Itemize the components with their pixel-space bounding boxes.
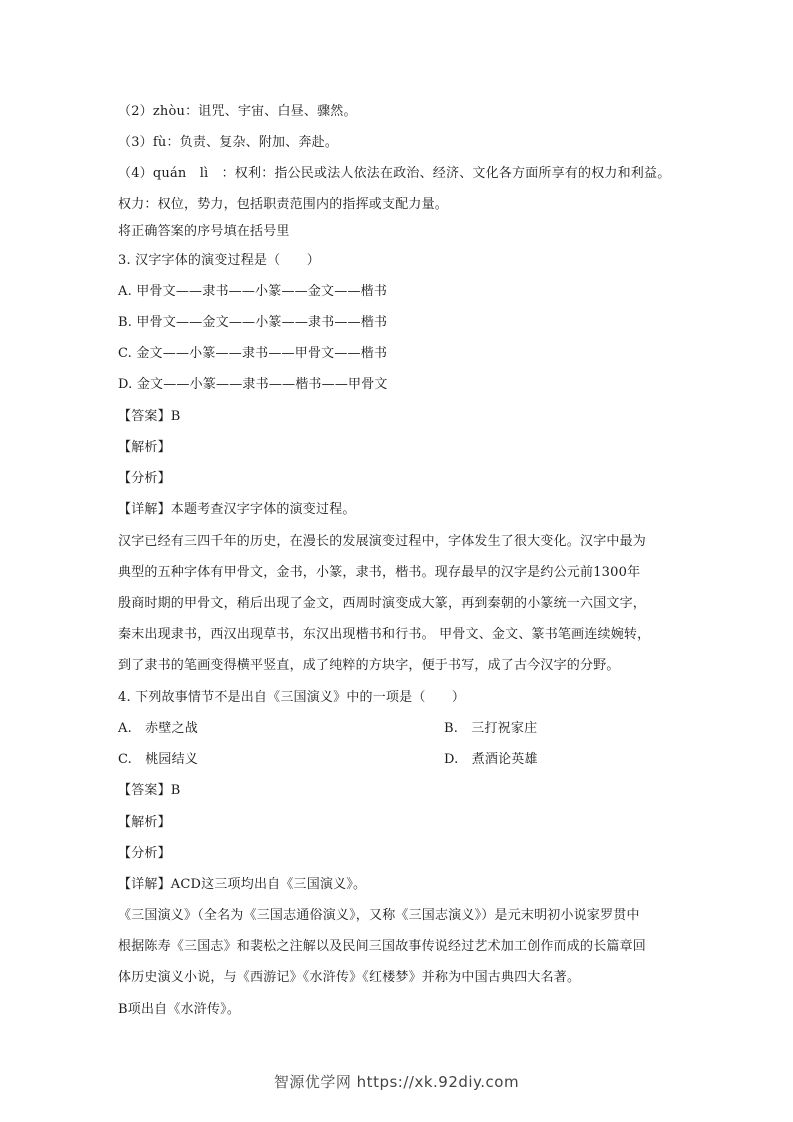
question-3-explanation-line: 到了隶书的笔画变得横平竖直，成了纯粹的方块字，便于书写，成了古今汉字的分野。: [118, 658, 620, 673]
prev-item-3: （3）fù：负责、复杂、附加、奔赴。: [118, 135, 339, 150]
question-4-answer: 【答案】B: [118, 783, 181, 798]
question-4-option-c: C. 桃园结义: [118, 752, 199, 767]
question-3-option-d: D. 金文——小篆——隶书——楷书——甲骨文: [118, 377, 388, 392]
question-3-fenxi-heading: 【分析】: [118, 471, 171, 486]
footer-watermark: 智源优学网 https://xk.92diy.com: [273, 1073, 520, 1091]
question-3-option-a: A. 甲骨文——隶书——小篆——金文——楷书: [118, 284, 388, 299]
question-4-explanation-line: 体历史演义小说，与《西游记》《水浒传》《红楼梦》并称为中国古典四大名著。: [118, 970, 581, 985]
question-3-option-c: C. 金文——小篆——隶书——甲骨文——楷书: [118, 346, 388, 361]
question-3-explanation-line: 殷商时期的甲骨文，稍后出现了金文，西周时演变成大篆，再到秦朝的小篆统一六国文字，: [118, 596, 647, 611]
question-4-b-source: B项出自《水浒传》。: [118, 1002, 241, 1017]
question-3-analysis-heading: 【解析】: [118, 440, 171, 455]
question-3-explanation-line: 秦末出现隶书，西汉出现草书，东汉出现楷书和行书。 甲骨文、金文、篆书笔画连续婉转，: [118, 627, 651, 642]
question-4-analysis-heading: 【解析】: [118, 815, 171, 830]
prev-item-4: （4）quán lì ：权利：指公民或法人依法在政治、经济、文化各方面所享有的权力和利益。: [118, 166, 671, 181]
question-3-explanation-line: 汉字已经有三四千年的历史，在漫长的发展演变过程中，字体发生了很大变化。汉字中最为: [118, 534, 647, 549]
question-3-answer: 【答案】B: [118, 409, 181, 424]
question-4-option-b: B. 三打祝家庄: [444, 721, 538, 736]
question-4-fenxi-heading: 【分析】: [118, 846, 171, 861]
question-4-explanation-line: 《三国演义》（全名为《三国志通俗演义》，又称《三国志演义》）是元末明初小说家罗贯中: [118, 908, 640, 923]
question-3-stem: 3. 汉字字体的演变过程是（ ）: [118, 253, 320, 268]
section-instruction: 将正确答案的序号填在括号里: [118, 224, 290, 239]
question-4-stem: 4. 下列故事情节不是出自《三国演义》中的一项是（ ）: [118, 690, 466, 705]
question-4-option-d: D. 煮酒论英雄: [444, 752, 538, 767]
question-3-explanation-line: 典型的五种字体有甲骨文，金书，小篆，隶书，楷书。现存最早的汉字是约公元前1300年: [118, 565, 641, 580]
question-3-option-b: B. 甲骨文——金文——小篆——隶书——楷书: [118, 315, 388, 330]
question-4-detail: 【详解】ACD这三项均出自《三国演义》。: [118, 877, 367, 892]
prev-item-2: （2）zhòu：诅咒、宇宙、白昼、骤然。: [118, 104, 357, 119]
question-4-explanation-line: 根据陈寿《三国志》和裴松之注解以及民间三国故事传说经过艺术加工创作而成的长篇章回: [118, 939, 647, 954]
question-3-detail: 【详解】本题考查汉字字体的演变过程。: [118, 502, 356, 517]
prev-item-4-continued: 权力：权位，势力，包括职责范围内的指挥或支配力量。: [118, 197, 449, 212]
question-4-option-a: A. 赤壁之战: [118, 721, 198, 736]
